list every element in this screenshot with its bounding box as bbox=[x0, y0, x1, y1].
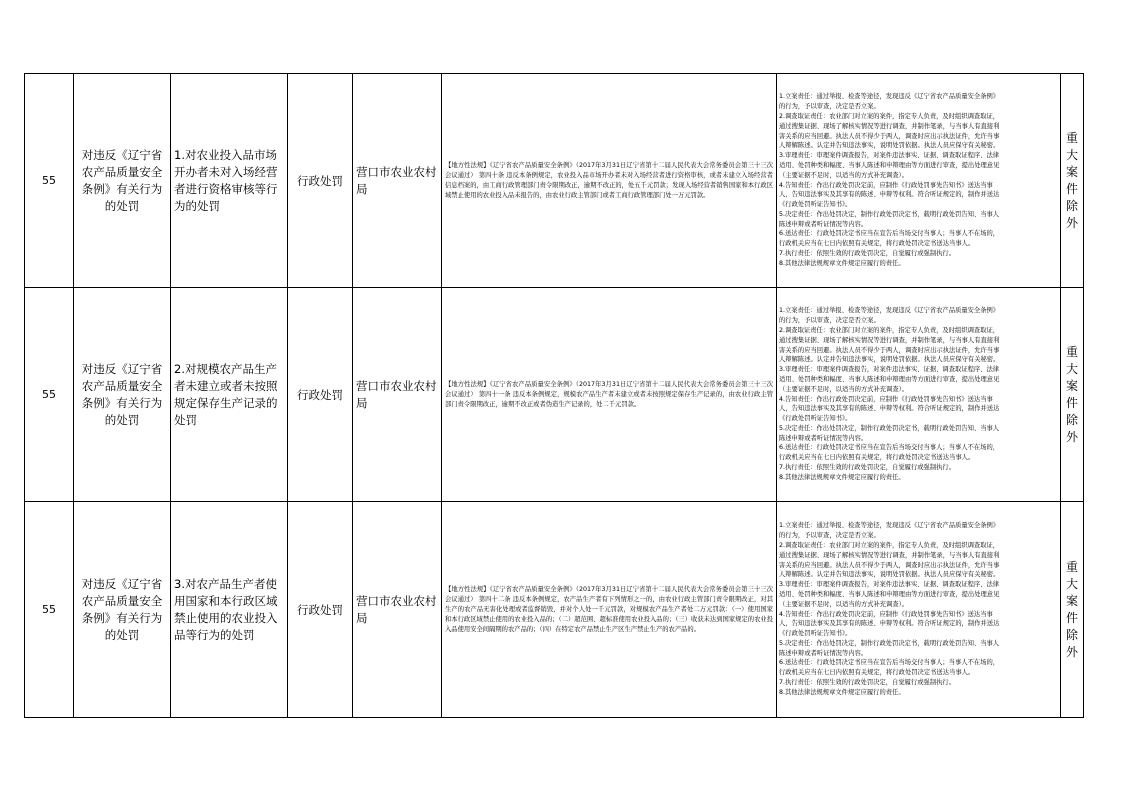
subitem-name-cell: 1.对农业投入品市场开办者未对入场经营者进行资格审核等行为的处罚 bbox=[171, 74, 288, 288]
note-cell: 重大案件除外 bbox=[1061, 74, 1084, 288]
power-type-cell: 行政处罚 bbox=[288, 502, 353, 718]
note-cell: 重大案件除外 bbox=[1061, 288, 1084, 502]
subitem-name-cell: 3.对农产品生产者使用国家和本行政区域禁止使用的农业投入品等行为的处罚 bbox=[171, 502, 288, 718]
note-cell: 重大案件除外 bbox=[1061, 502, 1084, 718]
department-cell: 营口市农业农村局 bbox=[353, 288, 442, 502]
power-type-cell: 行政处罚 bbox=[288, 288, 353, 502]
legal-basis-cell: 【地方性法规】《辽宁省农产品质量安全条例》（2017年3月31日辽宁省第十二届人民代表大会常务委员会第三十三次会议通过） 第四十二条 违反本条例规定，农产品生产者有下列情形之一的，由农业行政主管部门责令限期改正，对其生产的农产品无害化处理或者监督销毁，并对个人处一千元罚款，对规模农产品生产者处二万元罚款：（一）使用国家和本行政区域禁止使用的农业投入品的；（二）超范围、超标准使用农业投入品的；（三）收获未达到国家规定的农业投入品使用安全间隔期的农产品的；（四）在特定农产品禁止生产区生产禁止生产的农产品的。 bbox=[442, 502, 777, 718]
legal-basis-cell: 【地方性法规】《辽宁省农产品质量安全条例》（2017年3月31日辽宁省第十二届人民代表大会常务委员会第三十三次会议通过） 第四十条 违反本条例规定，农业投入品市场开办者未对入场经营者进行资格审核，或者未建立入场经营者信息档案的，由工商行政管理部门责令限期改正，逾期不改正的，处五千元罚款；发现入场经营者销售国家和本行政区域禁止使用的农业投入品未报告的，由农业行政主管部门或者工商行政管理部门处一万元罚款。 bbox=[442, 74, 777, 288]
table-row bbox=[25, 288, 1084, 502]
table-row bbox=[25, 74, 1084, 288]
subitem-name-cell: 2.对规模农产品生产者未建立或者未按照规定保存生产记录的处罚 bbox=[171, 288, 288, 502]
item-name-cell: 对违反《辽宁省农产品质量安全条例》有关行为的处罚 bbox=[74, 74, 171, 288]
responsibility-cell: 1.立案责任：通过举报、检查等途径，发现违反《辽宁省农产品质量安全条例》 的行为，予以审查，决定是否立案。 2.调查取证责任：农业部门对立案的案件，指定专人负责，及时组织调查取证， 通过搜集证据、现场了解核实情况等进行调查，并制作笔录，与当事人有直接利 害关系的应当回避。执法人员不得少于两人，调查时应出示执法证件，允许当事 人辩解陈述。认定并告知违法事实，说明处罚依据。执法人员应保守有关秘密。 3.审理责任：审理案件调查报告，对案件违法事实、证据、调查取证程序、法律 适用、处罚种类和幅度、当事人陈述和申辩理由等方面进行审查，提出处理意见 （主要证据不足时，以适当的方式补充调查）。 4.告知责任：作出行政处罚决定前，应制作《行政处罚事先告知书》送达当事 人，告知违法事实及其享有的陈述、申辩等权利。符合听证规定的，制作并送达 《行政处罚听证告知书》。 5.决定责任：作出处罚决定，制作行政处罚决定书，载明行政处罚告知、当事人 陈述申辩或者听证情况等内容。 6.送达责任：行政处罚决定书应当在宣告后当场交付当事人；当事人不在场的， 行政机关应当在七日内依照有关规定，将行政处罚决定书送达当事人。 7.执行责任：依照生效的行政处罚决定，自觉履行或强制执行。 8.其他法律法规规章文件规定应履行的责任。 bbox=[777, 74, 1061, 288]
table-row bbox=[25, 502, 1084, 718]
department-cell: 营口市农业农村局 bbox=[353, 502, 442, 718]
power-type-cell: 行政处罚 bbox=[288, 74, 353, 288]
item-name-cell: 对违反《辽宁省农产品质量安全条例》有关行为的处罚 bbox=[74, 502, 171, 718]
serial-number-cell: 55 bbox=[25, 288, 74, 502]
power-list-table bbox=[24, 73, 1084, 718]
serial-number-cell: 55 bbox=[25, 502, 74, 718]
serial-number-cell: 55 bbox=[25, 74, 74, 288]
responsibility-cell: 1.立案责任：通过举报、检查等途径，发现违反《辽宁省农产品质量安全条例》 的行为，予以审查，决定是否立案。 2.调查取证责任：农业部门对立案的案件，指定专人负责，及时组织调查取证， 通过搜集证据、现场了解核实情况等进行调查，并制作笔录，与当事人有直接利 害关系的应当回避。执法人员不得少于两人，调查时应出示执法证件，允许当事 人辩解陈述。认定并告知违法事实，说明处罚依据。执法人员应保守有关秘密。 3.审理责任：审理案件调查报告，对案件违法事实、证据、调查取证程序、法律 适用、处罚种类和幅度、当事人陈述和申辩理由等方面进行审查，提出处理意见 （主要证据不足时，以适当的方式补充调查）。 4.告知责任：作出行政处罚决定前，应制作《行政处罚事先告知书》送达当事 人，告知违法事实及其享有的陈述、申辩等权利。符合听证规定的，制作并送达 《行政处罚听证告知书》。 5.决定责任：作出处罚决定，制作行政处罚决定书，载明行政处罚告知、当事人 陈述申辩或者听证情况等内容。 6.送达责任：行政处罚决定书应当在宣告后当场交付当事人；当事人不在场的， 行政机关应当在七日内依照有关规定，将行政处罚决定书送达当事人。 7.执行责任：依照生效的行政处罚决定，自觉履行或强制执行。 8.其他法律法规规章文件规定应履行的责任。 bbox=[777, 502, 1061, 718]
department-cell: 营口市农业农村局 bbox=[353, 74, 442, 288]
item-name-cell: 对违反《辽宁省农产品质量安全条例》有关行为的处罚 bbox=[74, 288, 171, 502]
legal-basis-cell: 【地方性法规】《辽宁省农产品质量安全条例》（2017年3月31日辽宁省第十二届人民代表大会常务委员会第三十三次会议通过） 第四十一条 违反本条例规定，规模农产品生产者未建立或者未按照规定保存生产记录的，由农业行政主管部门责令限期改正，逾期不改正或者伪造生产记录的，处二千元罚款。 bbox=[442, 288, 777, 502]
responsibility-cell: 1.立案责任：通过举报、检查等途径，发现违反《辽宁省农产品质量安全条例》 的行为，予以审查，决定是否立案。 2.调查取证责任：农业部门对立案的案件，指定专人负责，及时组织调查取证， 通过搜集证据、现场了解核实情况等进行调查，并制作笔录，与当事人有直接利 害关系的应当回避。执法人员不得少于两人，调查时应出示执法证件，允许当事 人辩解陈述。认定并告知违法事实，说明处罚依据。执法人员应保守有关秘密。 3.审理责任：审理案件调查报告，对案件违法事实、证据、调查取证程序、法律 适用、处罚种类和幅度、当事人陈述和申辩理由等方面进行审查，提出处理意见 （主要证据不足时，以适当的方式补充调查）。 4.告知责任：作出行政处罚决定前，应制作《行政处罚事先告知书》送达当事 人，告知违法事实及其享有的陈述、申辩等权利。符合听证规定的，制作并送达 《行政处罚听证告知书》。 5.决定责任：作出处罚决定，制作行政处罚决定书，载明行政处罚告知、当事人 陈述申辩或者听证情况等内容。 6.送达责任：行政处罚决定书应当在宣告后当场交付当事人；当事人不在场的， 行政机关应当在七日内依照有关规定，将行政处罚决定书送达当事人。 7.执行责任：依照生效的行政处罚决定，自觉履行或强制执行。 8.其他法律法规规章文件规定应履行的责任。 bbox=[777, 288, 1061, 502]
